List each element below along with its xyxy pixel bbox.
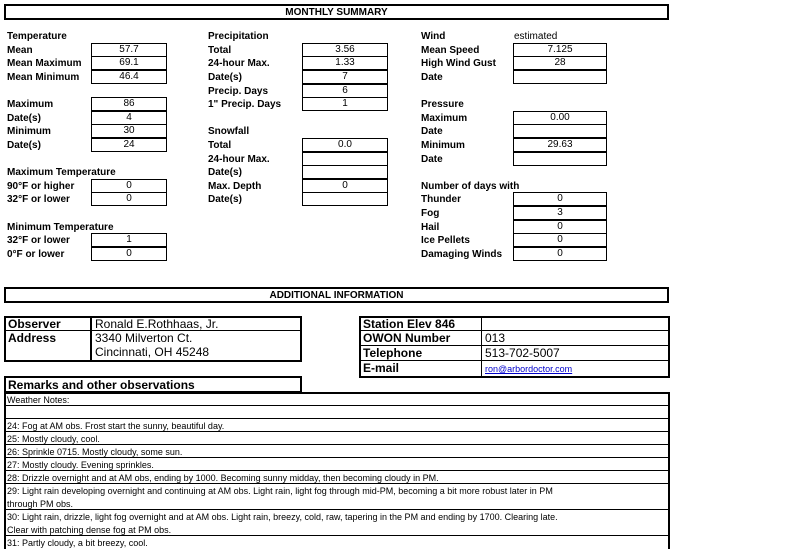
observer-divider xyxy=(90,318,92,360)
thirtytwo-min-value: 1 xyxy=(91,233,167,247)
ninety-value: 0 xyxy=(91,179,167,193)
one-inch-label: 1" Precip. Days xyxy=(208,99,282,110)
pressure-max-label: Maximum xyxy=(421,113,468,124)
maximum-label: Maximum xyxy=(7,99,54,110)
maximum-value: 86 xyxy=(91,97,167,111)
mean-value: 57.7 xyxy=(91,43,167,57)
pressure-heading: Pressure xyxy=(421,99,464,110)
remarks-line-2 xyxy=(6,418,668,419)
observer-label: Observer xyxy=(8,317,61,331)
snow-max24-value xyxy=(302,152,388,166)
min-temp-heading: Minimum Temperature xyxy=(7,222,114,233)
snow-total-label: Total xyxy=(208,140,232,151)
damaging-winds-label: Damaging Winds xyxy=(421,249,503,260)
precip-dates-label: Date(s) xyxy=(208,72,242,83)
remarks-title-box xyxy=(4,376,302,393)
owon-value: 013 xyxy=(485,331,506,345)
additional-info-header: ADDITIONAL INFORMATION xyxy=(4,287,669,303)
snowfall-heading: Snowfall xyxy=(208,126,250,137)
pressure-min-label: Minimum xyxy=(421,140,465,151)
thunder-value: 0 xyxy=(513,192,607,206)
owon-label: OWON Number xyxy=(363,331,451,345)
mean-max-value: 69.1 xyxy=(91,56,167,70)
zero-label: 0°F or lower xyxy=(7,249,65,260)
minimum-value: 30 xyxy=(91,124,167,138)
mean-speed-value: 7.125 xyxy=(513,43,607,57)
mean-label: Mean xyxy=(7,45,33,56)
telephone-value: 513-702-5007 xyxy=(485,346,560,360)
observer-value: Ronald E.Rothhaas, Jr. xyxy=(95,317,219,331)
hail-value: 0 xyxy=(513,220,607,234)
ice-pellets-label: Ice Pellets xyxy=(421,235,470,246)
max-dates-value: 4 xyxy=(91,111,167,125)
precip-total-value: 3.56 xyxy=(302,43,388,57)
min-dates-value: 24 xyxy=(91,138,167,152)
address-label: Address xyxy=(8,331,57,345)
damaging-winds-value: 0 xyxy=(513,247,607,261)
thirtytwo-min-label: 32°F or lower xyxy=(7,235,70,246)
observer-box xyxy=(4,316,302,362)
temperature-heading: Temperature xyxy=(7,31,67,42)
precip-total-label: Total xyxy=(208,45,232,56)
high-gust-label: High Wind Gust xyxy=(421,58,496,69)
thunder-label: Thunder xyxy=(421,194,461,205)
station-row-line-3 xyxy=(361,360,668,361)
remark-line: Weather Notes: xyxy=(7,395,70,405)
max-temp-heading: Maximum Temperature xyxy=(7,167,116,178)
pressure-min-date-label: Date xyxy=(421,154,443,165)
remark-line: Clear with patching dense fog at PM obs. xyxy=(7,525,172,535)
wind-heading: Wind xyxy=(421,31,446,42)
snow-dates-value xyxy=(302,165,388,179)
precip-max24-value: 1.33 xyxy=(302,56,388,70)
email-link[interactable]: ron@arbordoctor.com xyxy=(485,364,573,374)
fog-value: 3 xyxy=(513,206,607,220)
wind-estimated-note: estimated xyxy=(514,31,558,42)
mean-speed-label: Mean Speed xyxy=(421,45,480,56)
thirtytwo-max-label: 32°F or lower xyxy=(7,194,70,205)
snow-total-value: 0.0 xyxy=(302,138,388,152)
min-dates-label: Date(s) xyxy=(7,140,41,151)
zero-value: 0 xyxy=(91,247,167,261)
precip-dates-value: 7 xyxy=(302,70,388,84)
hail-label: Hail xyxy=(421,222,440,233)
telephone-label: Telephone xyxy=(363,346,423,360)
address-line1: 3340 Milverton Ct. xyxy=(95,331,193,345)
one-inch-value: 1 xyxy=(302,97,388,111)
depth-dates-label: Date(s) xyxy=(208,194,242,205)
remarks-line-4 xyxy=(6,444,668,445)
wind-date-value xyxy=(513,70,607,84)
precipitation-heading: Precipitation xyxy=(208,31,269,42)
station-divider xyxy=(481,318,482,376)
monthly-summary-header: MONTHLY SUMMARY xyxy=(4,4,669,20)
days-with-heading: Number of days with xyxy=(421,181,520,192)
pressure-max-date-label: Date xyxy=(421,126,443,137)
pressure-min-value: 29.63 xyxy=(513,138,607,152)
remark-line: through PM obs. xyxy=(7,499,74,509)
precip-days-label: Precip. Days xyxy=(208,86,269,97)
mean-min-value: 46.4 xyxy=(91,70,167,84)
minimum-label: Minimum xyxy=(7,126,51,137)
remark-line: 26: Sprinkle 0715. Mostly cloudy, some sun. xyxy=(7,447,183,457)
remark-line: 31: Partly cloudy, a bit breezy, cool. xyxy=(7,538,148,548)
max-dates-label: Date(s) xyxy=(7,113,41,124)
max-depth-value: 0 xyxy=(302,179,388,193)
station-box xyxy=(359,316,670,378)
station-elev-label: Station Elev 846 xyxy=(363,317,456,331)
address-line2: Cincinnati, OH 45248 xyxy=(95,345,210,359)
depth-dates-value xyxy=(302,192,388,206)
snow-dates-label: Date(s) xyxy=(208,167,242,178)
remark-line: 29: Light rain developing overnight and continuing at AM obs. Light rain, light fog through mid-PM, becoming a bit more robust later in PM xyxy=(7,486,553,496)
remarks-line-1 xyxy=(6,405,668,406)
ninety-label: 90°F or higher xyxy=(7,181,75,192)
wind-date-label: Date xyxy=(421,72,443,83)
remark-line: 27: Mostly cloudy. Evening sprinkles. xyxy=(7,460,154,470)
remark-line: 25: Mostly cloudy, cool. xyxy=(7,434,100,444)
remarks-line-8 xyxy=(6,509,668,510)
fog-label: Fog xyxy=(421,208,440,219)
email-label: E-mail xyxy=(363,361,400,375)
remark-line: 28: Drizzle overnight and at AM obs, ending by 1000. Becoming sunny midday, then becoming cloudy in PM. xyxy=(7,473,439,483)
remark-line: 24: Fog at AM obs. Frost start the sunny, beautiful day. xyxy=(7,421,225,431)
remarks-title: Remarks and other observations xyxy=(8,378,195,392)
ice-pellets-value: 0 xyxy=(513,233,607,247)
pressure-min-date-value xyxy=(513,152,607,166)
remark-line: 30: Light rain, drizzle, light fog overnight and at AM obs. Light rain, breezy, cold, raw, tapering in the PM and ending by 1700. Clearing late. xyxy=(7,512,558,522)
snow-max24-label: 24-hour Max. xyxy=(208,154,270,165)
pressure-max-value: 0.00 xyxy=(513,111,607,125)
precip-days-value: 6 xyxy=(302,84,388,98)
mean-max-label: Mean Maximum xyxy=(7,58,82,69)
thirtytwo-max-value: 0 xyxy=(91,192,167,206)
pressure-max-date-value xyxy=(513,124,607,138)
mean-min-label: Mean Minimum xyxy=(7,72,80,83)
precip-max24-label: 24-hour Max. xyxy=(208,58,270,69)
high-gust-value: 28 xyxy=(513,56,607,70)
max-depth-label: Max. Depth xyxy=(208,181,262,192)
